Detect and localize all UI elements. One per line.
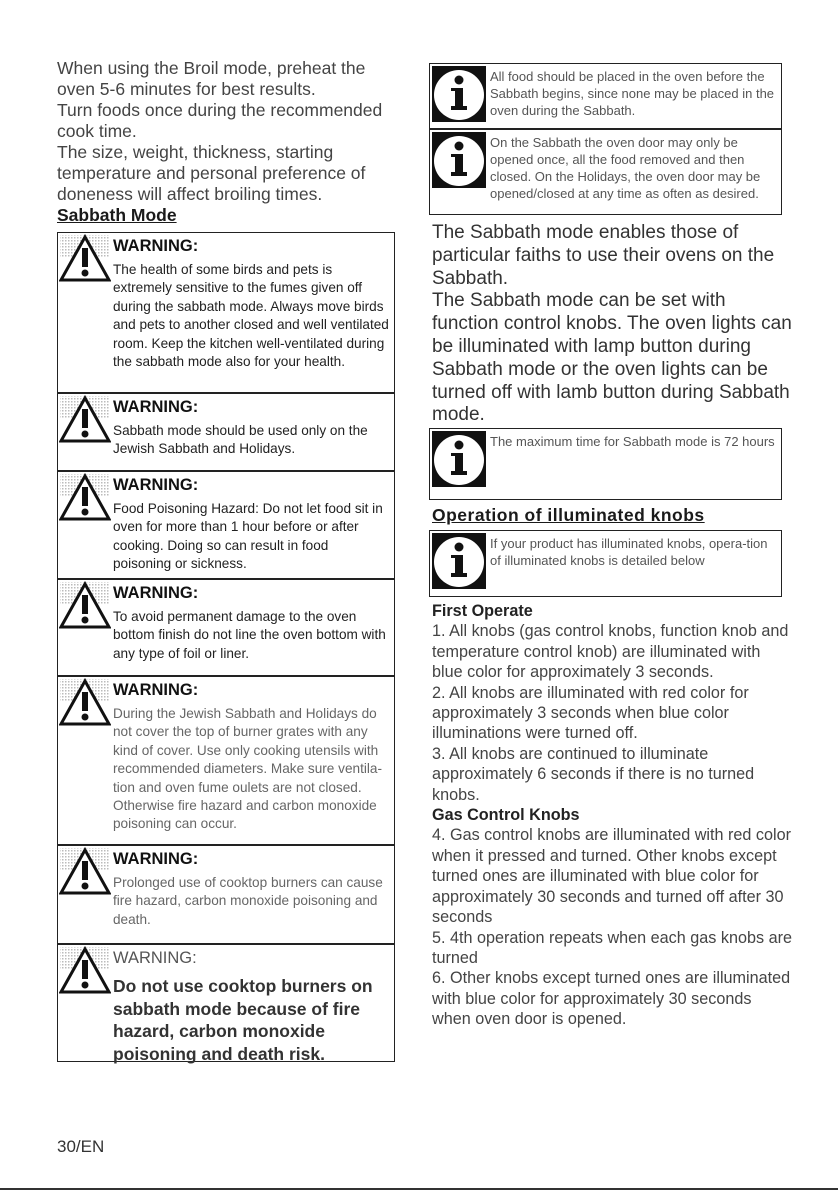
knobs-step: 6. Other knobs except turned ones are illuminated with blue color for approximately 30 seconds when oven door is opened. [432,969,791,1029]
intro-paragraph: Turn foods once during the recommended cook time. [57,100,383,141]
warning-box [57,471,395,579]
warning-triangle-icon [59,581,111,629]
warning-text: Prolonged use of cooktop burners can cause fire hazard, carbon monoxide poisoning and death. [113,875,383,927]
gas-control-heading: Gas Control Knobs [432,806,580,825]
warning-box [57,232,395,393]
warning-text: Food Poisoning Hazard: Do not let food sit in oven for more than 1 hour before or after cooking. Doing so can result in food poisoning or sickness. [113,501,383,572]
intro-paragraph: The size, weight, thickness, starting temperature and personal preference of doneness will affect broiling times. [57,142,366,204]
warning-box [57,579,395,676]
warning-text: Do not use cooktop burners on sabbath mode because of fire hazard, carbon monoxide poisoning and death risk. [113,976,373,1064]
info-text: On the Sabbath the oven door may only be opened once, all the food removed and then closed. On the Holidays, the oven door may be opened/closed at any time as often as desired. [490,135,761,201]
warning-heading: WARNING: [113,398,199,416]
warning-text: The health of some birds and pets is extremely sensitive to the fumes given off during the sabbath mode. Always move birds and pets to another closed and well ventilated room. Keep the kitchen well-ventilated during the sabbath mode also for your health. [113,262,389,370]
info-icon [432,533,486,589]
info-box [429,530,782,597]
info-icon [432,66,486,122]
knobs-step: 1. All knobs (gas control knobs, function knob and temperature control knob) are illuminated with blue color for approximately 3 seconds. [432,622,789,682]
info-text: All food should be placed in the oven before the Sabbath begins, since none may be placed in the oven during the Sabbath. [490,69,775,118]
warning-heading: WARNING: [113,237,199,255]
info-icon [432,132,486,188]
warning-triangle-icon [59,946,111,994]
intro-paragraph: When using the Broil mode, preheat the oven 5-6 minutes for best results. [57,58,366,99]
warning-box [57,944,395,1062]
first-operate-heading: First Operate [432,602,533,620]
info-icon [432,431,486,487]
info-box [429,129,782,215]
page-bottom-rule [0,1188,838,1190]
section-title-sabbath: Sabbath Mode [57,205,177,225]
warning-triangle-icon [59,847,111,895]
warning-heading: WARNING: [113,850,199,868]
warning-heading: WARNING: [113,584,199,602]
warning-box [57,393,395,471]
warning-box [57,845,395,944]
warning-text: During the Jewish Sabbath and Holidays do not cover the top of burner grates with any kind of cover. Use only cooking utensils with recommended diameters. Make sure ventila-tion and oven fume oulets are not closed. Otherwise fire hazard and carbon monoxide poisoning can occur. [113,706,382,832]
warning-heading: WARNING: [113,681,199,699]
warning-heading: WARNING: [113,949,197,967]
info-text: The maximum time for Sabbath mode is 72 hours [490,434,775,449]
warning-heading: WARNING: [113,476,199,494]
page-number: 30/EN [57,1137,105,1156]
knobs-operation-text [432,601,792,1030]
info-box [429,428,782,500]
warning-text: To avoid permanent damage to the oven bottom finish do not line the oven bottom with any type of foil or liner. [113,609,386,661]
knobs-step: 3. All knobs are continued to illuminate approximately 6 seconds if there is no turned knobs. [432,744,755,804]
sabbath-paragraph: The Sabbath mode enables those of particular faiths to use their ovens on the Sabbath. [432,222,775,289]
warning-triangle-icon [59,234,111,282]
info-text: If your product has illuminated knobs, opera-tion of illuminated knobs is detailed below [490,536,768,568]
sabbath-paragraph: The Sabbath mode can be set with function control knobs. The oven lights can be illuminated with lamp button during Sabbath mode or the oven lights can be turned off with lamb button during Sabbath mode. [432,290,792,426]
section-title-knobs: Operation of illuminated knobs [432,505,705,525]
intro-text [57,58,405,226]
warning-triangle-icon [59,473,111,521]
knobs-step: 5. 4th operation repeats when each gas knobs are turned [432,928,792,967]
warning-box [57,676,395,845]
warning-text: Sabbath mode should be used only on the Jewish Sabbath and Holidays. [113,423,368,457]
info-box [429,63,782,129]
knobs-step: 4. Gas control knobs are illuminated with red color when it pressed and turned. Other knobs except turned ones are illuminated with blue color for approximately 30 seconds and turned off after 30 seconds [432,826,791,927]
knobs-step: 2. All knobs are illuminated with red color for approximately 3 seconds when blue color illuminations were turned off. [432,683,749,743]
warning-triangle-icon [59,395,111,443]
warning-triangle-icon [59,678,111,726]
sabbath-description [432,222,792,427]
